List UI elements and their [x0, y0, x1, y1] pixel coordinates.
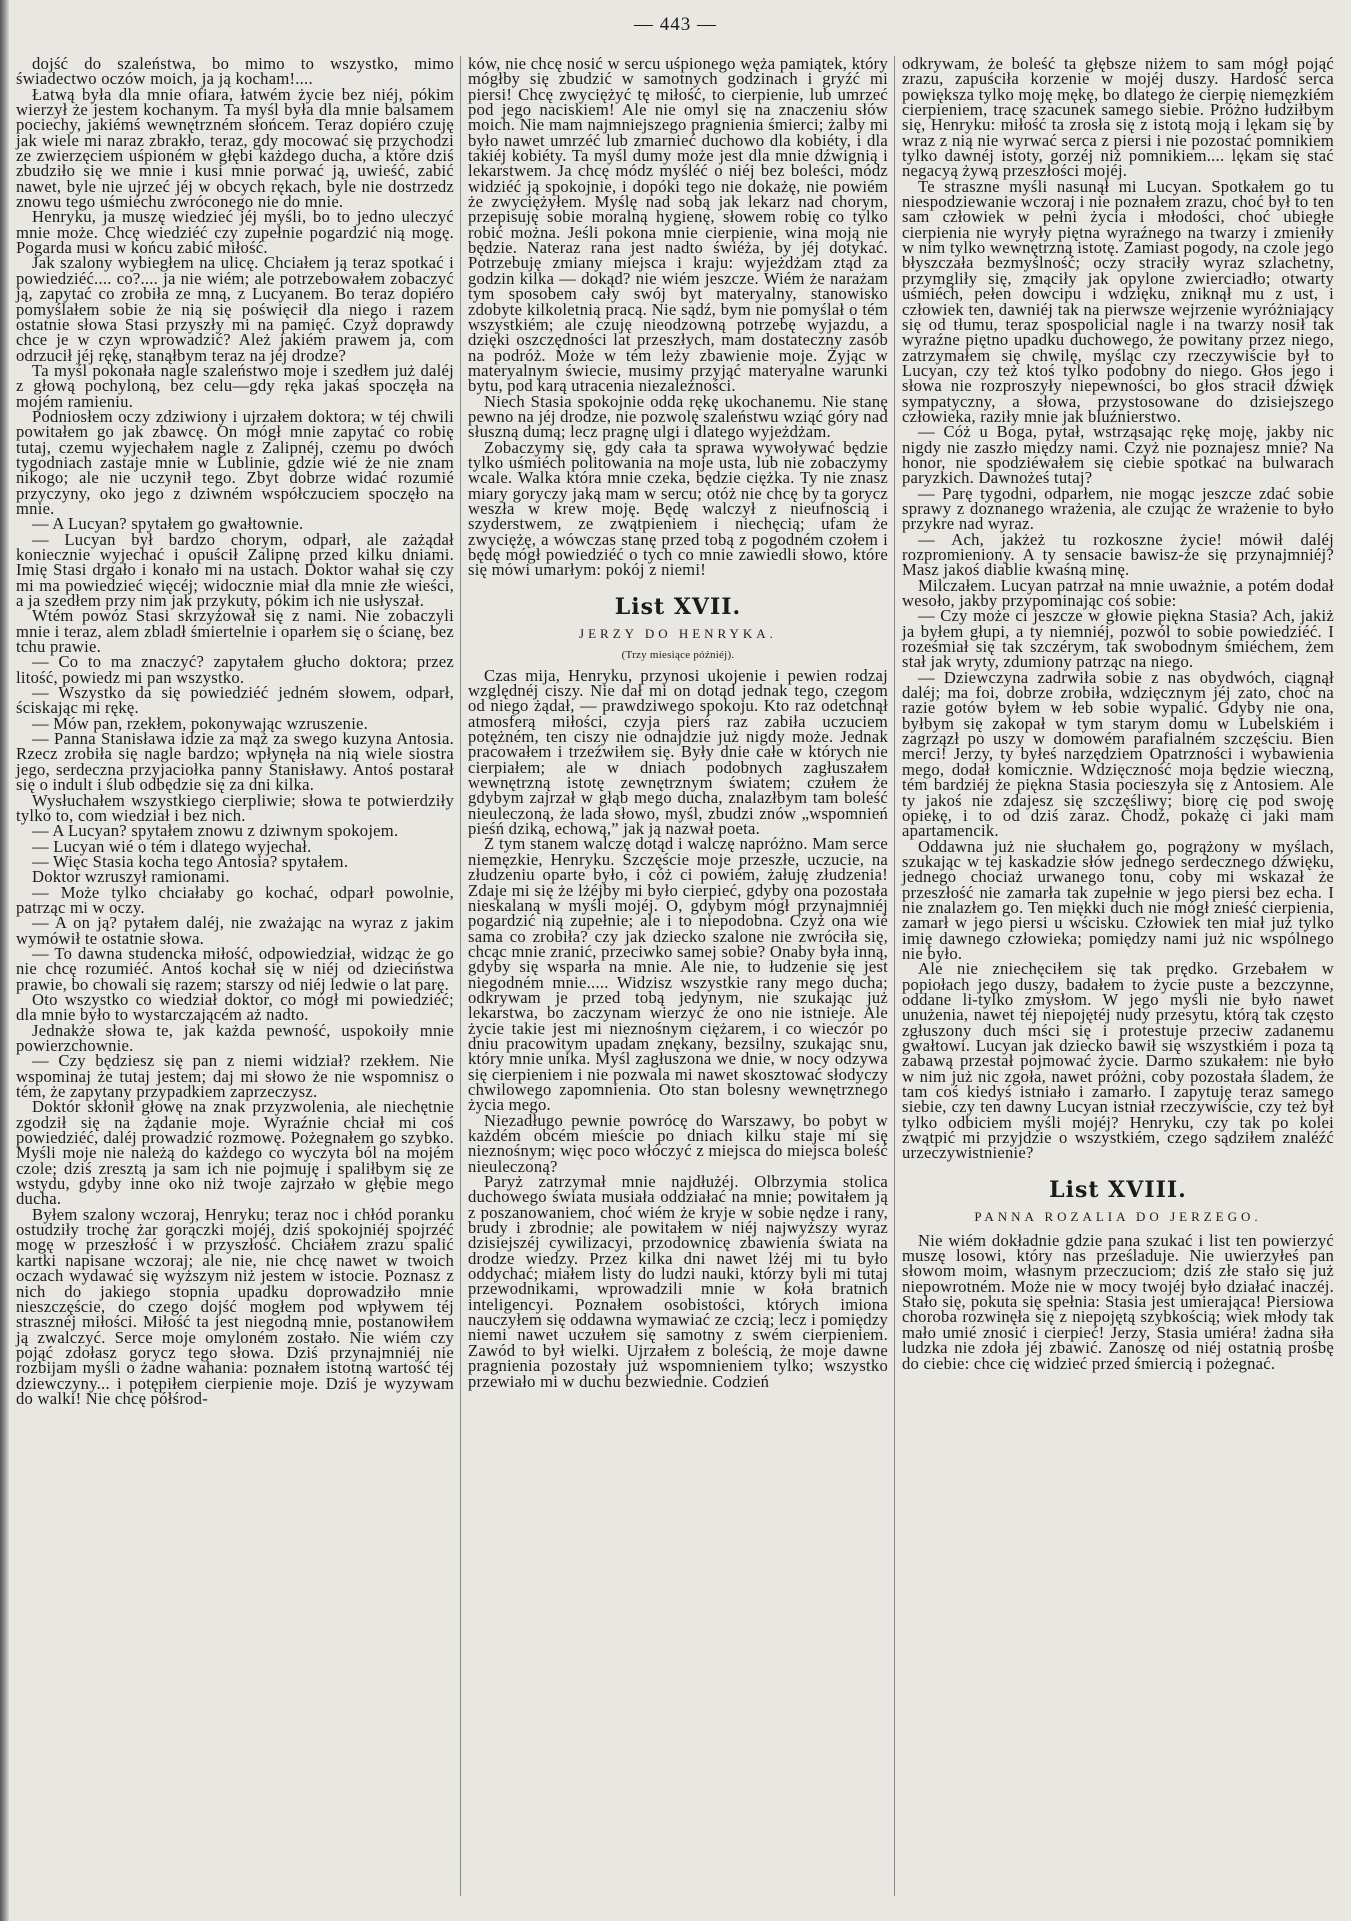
- paragraph: Oddawna już nie słuchałem go, pogrążony w myślach, szukając w tej kaskadzie słów jednego serdecznego dźwięku, jednego chociaż urwanego tonu, coby mi wskazał że przeszłość nie zamarła tak zupełnie w jego piersi bez echa. I nie znalazłem go. Ten miękki duch nie mógł znieść cierpienia, zamarł w jego piersi u wścisku. Człowiek ten miał już tylko imię dawnego człowieka; pomiędzy nami już nic wspólnego nie było.: [902, 836, 1334, 963]
- paragraph: odkrywam, że boleść ta głębsze niżem to sam mógł pojąć zrazu, zapuściła korzenie w mojéj duszy. Hardość serca powiększa tylko moję mękę, bo dlatego że cierpię niemęzkiém cierpieniem, tracę szacunek samego siebie. Próżno łudziłbym się, Henryku: miłość ta zrosła się z istotą moją i lękam się by wraz z nią nie wyrwać serca z piersi i nie pozostać pomnikiem tylko dawnéj istoty, gorzéj niż pomnikiem.... lękam się stać negacyą żywą przeszłości mojéj.: [902, 54, 1334, 181]
- paragraph: Wysłuchałem wszystkiego cierpliwie; słowa te potwierdziły tylko to, com wiedział i bez nich.: [16, 790, 454, 825]
- paragraph: dojść do szaleństwa, bo mimo to wszystko, mimo świadectwo oczów moich, ja ją kocham!....: [16, 54, 454, 89]
- paragraph: — Dziewczyna zadrwiła sobie z nas obydwóch, ciągnął daléj; ma foi, dobrze zrobiła, wdzięcznym jéj zato, choć na razie gotów byłem w łeb sobie wypalić. Gdyby nie ona, byłbym się zakopał w tym starym domu w Lubelskiém i zagrzązł po uszy w domowém parafialném szczęściu. Bien merci! Jerzy, ty byłeś narzędziem Opatrzności i wybawienia mego, dodał komicznie. Wdzięczność moja będzie wieczną, tém bardziéj że piękna Stasia pocieszyła się z Antosiem. Ale ty jakoś nie zdajesz się szczęśliwy; biorę cię pod swoję opiekę, i to od dziś zaraz. Chodź, pokażę ci jaki mam apartamencik.: [902, 667, 1334, 841]
- column-divider: [460, 56, 461, 1896]
- paragraph: Byłem szalony wczoraj, Henryku; teraz noc i chłód poranku ostudziły trochę żar gorączki mojéj, dziś spokojniéj spojrzéć mogę w przeszłość i w przyszłość. Chciałem zrazu spalić kartki napisane wczoraj; ale nie, nie chcę nawet w twoich oczach wydawać się wyższym niż jestem w istocie. Poznasz z nich do jakiego stopnia upadku doprowadziło mnie nieszczęście, do czego dojść mogłem pod wpływem téj strasznéj miłości. Miłość ta jest niegodną mnie, postanowiłem ją zwalczyć. Serce moje omyloném zostało. Nie wiém czy pojąć zdołasz gorycz tego słowa. Dziś przynajmniéj nie rozbijam myśli o żadne wahania: poznałem istotną wartość téj dziewczyny... i potępiłem cierpienie moje. Dziś je wyzywam do walki! Nie chcę półśrod-: [16, 1204, 454, 1408]
- paragraph: Wtém powóz Stasi skrzyżował się z nami. Nie zobaczyli mnie i teraz, alem zbladł śmiertelnie i oparłem się o ścianę, bez tchu prawie.: [16, 606, 454, 657]
- paragraph: Milczałem. Lucyan patrzał na mnie uważnie, a potém dodał wesoło, jakby przypominając coś sobie:: [902, 575, 1334, 611]
- letter-addressee: PANNA ROZALIA DO JERZEGO.: [974, 1208, 1262, 1224]
- paragraph: Niezadługo pewnie powrócę do Warszawy, bo pobyt w każdém obcém mieście po dniach kilku staje mi się nieznośnym; więc poco włóczyć z miejsca do miejsca boleść nieuleczoną?: [468, 1110, 888, 1176]
- paragraph: Podniosłem oczy zdziwiony i ujrzałem doktora; w téj chwili powitałem go jak zbawcę. On mógł mnie zapytać co robię tutaj, czemu wyjechałem nagle z Zalipnéj, czemu po dwóch tygodniach zastaje mnie w Lublinie, gdzie wié że nie znam nikogo; ale nie uczynił tego. Zbyt dobrze widać rozumié przyczyny, oko jego z dziwném współczuciem spoczęło na mnie.: [16, 406, 454, 518]
- paragraph: Jednakże słowa te, jak każda pewność, uspokoiły mnie powierzchownie.: [16, 1020, 454, 1055]
- paragraph: — Ach, jakżeż tu rozkoszne życie! mówił daléj rozpromieniony. A ty sensacie bawisz-że się przynajmniéj? Masz jakoś diablie kwaśną minę.: [902, 529, 1334, 580]
- paragraph: — A Lucyan? spytałem znowu z dziwnym spokojem.: [32, 821, 399, 841]
- paragraph: — Czy może ci jeszcze w głowie piękna Stasia? Ach, jakiż ja byłem głupi, a ty niemniéj, pozwól to sobie powiedziéć. I roześmiał się tak szczérym, tak swobodnym śmiéchem, żem stał jak wryty, zdumiony patrząc na niego.: [902, 606, 1334, 672]
- letter-heading: [902, 1175, 1334, 1229]
- letter-title: List XVII.: [614, 593, 742, 620]
- page-number: — 443 —: [634, 14, 717, 35]
- paragraph: — Może tylko chciałaby go kochać, odparł powolnie, patrząc mi w oczy.: [16, 882, 454, 917]
- text-column-1: [16, 56, 454, 1406]
- text-column-3: [902, 56, 1334, 1371]
- paragraph: — Więc Stasia kocha tego Antosia? spytałem.: [32, 851, 349, 871]
- paragraph: — Parę tygodni, odparłem, nie mogąc jeszcze zdać sobie sprawy z doznanego wrażenia, ale czując że wrażenie to było przykre nad wyraz.: [902, 483, 1334, 534]
- paragraph: Paryż zatrzymał mnie najdłużéj. Olbrzymia stolica duchowego świata musiała oddziałać na mnie; powitałem ją z poszanowaniem, choć wiém że kryje w sobie nędze i rany, brudy i zbrodnie; ale powitałem w niéj najwyższy wyraz dzisiejszéj cywilizacyi, przodownicę zbawienia świata na drodze wiedzy. Przez kilka dni nawet lżéj mi tu było oddychać; miałem listy do ludzi nauki, którzy byli mi tutaj przewodnikami, wprowadzili mnie w koła bratnich inteligencyi. Poznałem osobistości, których imiona nauczyłem się oddawna wymawiać ze czcią; lecz i pomiędzy niemi nawet uczułem się samotny z swém cierpieniem. Zawód to był wielki. Ujrzałem z boleścią, że moje dawne pragnienia pozostały już wspomnieniem tylko; wszystko przewiało mi w duchu bezwiednie. Codzień: [468, 1172, 888, 1391]
- paragraph: Łatwą była dla mnie ofiara, łatwém życie bez niéj, pókim wierzył że jestem kochanym. Ta myśl była dla mnie balsamem pociechy, jakiémś wewnętrzném słońcem. Teraz dopiéro czuję jak wiele mi naraz zbrakło, teraz, gdy mocować się przychodzi ze zwierzęciem uśpioném w głębi każdego ducha, a które dziś zbudziło się we mnie i kusi mnie porwać ją, uwieść, zabić nawet, byle nie ujrzeć jéj w obcych rękach, byle nie dostrzedz znowu tego uśmiéchu zwróconego nie do mnie.: [16, 84, 454, 212]
- paragraph: — Lucyan był bardzo chorym, odparł, ale zażądał koniecznie wyjechać i opuścił Zalipnę przed kilku dniami. Imię Stasi drgało i konało mi na ustach. Doktor wahał się czy mi ma powiedzieć więcéj; widocznie miał dla mnie złe wieści, a ja szedłem przy nim jak przykuty, pókim ich nie usłyszał.: [16, 529, 454, 611]
- adjacent-page-edge: [0, 0, 9, 1921]
- paragraph: ków, nie chcę nosić w sercu uśpionego węża pamiątek, który mógłby się zbudzić w samotnych godzinach i gryźć mi piersi! Chcę zwyciężyć tę miłość, to cierpienie, lub umrzeć pod jego naciskiem! Ale nie omyl się na znaczeniu słów moich. Nie mam najmniejszego pragnienia śmierci; żalby mi było nawet umrzéć lub zmarnieć duchowo dla kobiéty, i dla takiéj kobiéty. Ta myśl dumy może jest dla mnie dźwignią i lekarstwem. Ja chcę módz myśléć o niéj bez boleści, módz widziéć ją spokojnie, i dopóki tego nie dokażę, nie powiém że zwyciężyłem. Myślę nad sobą jak lekarz nad chorym, przepisuję sobie moralną hygienę, słowem robię co tylko robić można. Jeśli pokona mnie cierpienie, wina moją nie będzie. Nateraz rana jest nadto świéża, by jéj dotykać. Potrzebuję zmiany miejsca i kraju: wyjeżdżam ztąd za godzin kilka — dokąd? nie wiém jeszcze. Wiém że narażam tym sposobem cały swój byt materyalny, stanowisko zdobyte kilkoletnią pracą. Nie sądź, bym nie pomyślał o tém wszystkiém; ale czuję nieodzowną potrzebę wyjazdu, a dzięki oszczędności lat przeszłych, mam dostateczny zasób na podróż. Może w tém leży zbawienie moje. Żyjąc w materyalnym świecie, musimy przyjąć materyalne warunki bytu, pod karą utracenia niezależności.: [468, 54, 888, 396]
- paragraph: — Czy będziesz się pan z niemi widział? rzekłem. Nie wspominaj że tutaj jestem; daj mi słowo że nie wspomnisz o tém, że zapytany przypadkiem zaprzeczysz.: [16, 1051, 454, 1102]
- paragraph: Jak szalony wybiegłem na ulicę. Chciałem ją teraz spotkać i powiedziéć.... co?.... ja nie wiém; ale potrzebowałem zobaczyć ją, zapytać co zrobiła ze mną, z Lucyanem. Bo teraz dopiéro pomyślałem sobie że nią się poświęcił dla niego i razem ostatnie słowa Stasi przyszły mi na pamięć. Czyż doprawdy chce je w czyn wprowadzić? Ależ jakiém prawem ja, com odrzucił jéj rękę, stanąłbym teraz na jéj drodze?: [16, 253, 454, 365]
- letter-addressee: JERZY DO HENRYKA.: [579, 625, 777, 641]
- paragraph: Doktór skłonił głowę na znak przyzwolenia, ale niechętnie zgodził się na żądanie moje. Wyraźnie chciał mi coś powiedziéć, daléj prowadzić rozmowę. Pożegnałem go szybko. Myśli moje nie należą do każdego co wyczyta ból na mojém czole; dziś zresztą ja sam ich nie pojmuję i spaliłbym się ze wstydu, gdyby inne oko niż twoje zajrzało w głębie mego ducha.: [16, 1097, 454, 1209]
- paragraph: Nie wiém dokładnie gdzie pana szukać i list ten powierzyć muszę losowi, który nas prześladuje. Nie uwierzyłeś pan słowom moim, własnym przeczuciom; dziś złe stało się już niepowrotném. Może nie w mocy twojéj było działać inaczéj. Stało się, pokuta się spełnia: Stasia jest umierająca! Piersiowa choroba rozwinęła się z niepojętą szybkością; wiek młody tak mało umié znosić i cierpieć! Jerzy, Stasia umiéra! żadna siła ludzka nie zdoła jéj zbawić. Zanoszę od niéj ostatnią prośbę do ciebie: chce cię widzieć przed śmiercią i pożegnać.: [902, 1230, 1334, 1373]
- paragraph: — Cóż u Boga, pytał, wstrząsając rękę moję, jakby nic nigdy nie zaszło między nami. Czyż nie poznajesz mnie? Na honor, nie spodziéwałem się ciebie spotkać na bulwarach paryzkich. Dawnożeś tutaj?: [902, 422, 1334, 488]
- paragraph: Ale nie zniechęciłem się tak prędko. Grzebałem w popiołach jego duszy, badałem to życie puste a bezczynne, oddane li-tylko zmysłom. W jego myśli nie było nawet unużenia, nawet téj niepojętéj nudy przesytu, którą tak często zgłuszony duch mści się i protestuje przeciw zadanemu gwałtowi. Lucyan jak dziecko bawił się wszystkiém i poza tą zabawą przestał pojmować życie. Darmo szukałem: nie było w nim już nic zgoła, nawet próżni, coby pozostała śladem, że tam coś kiedyś istniało i zamarło. I zapytuję teraz samego siebie, czy ten dawny Lucyan istniał rzeczywiście, czy też był tylko odbiciem myśli mojéj? Henryku, czy tak po kolei zwątpić mi przyjdzie o wszystkiém, czego sądziłem znaléźć urzeczywistnienie?: [902, 959, 1334, 1163]
- letter-date-note: (Trzy miesiące późniéj).: [621, 648, 735, 661]
- paragraph: Te straszne myśli nasunął mi Lucyan. Spotkałem go tu niespodziewanie wczoraj i nie poznałem zrazu, choć był to ten sam człowiek w pełni życia i młodości, choć ubiegłe cierpienia nie wyryły piętna wyraźnego na twarzy i zmieniły w nim tylko wewnętrzną istotę. Zamiast pogody, na czole jego błyszczała bezmyślność; oczy straciły wyraz szlachetny, przymgliły się, zmąciły jak opylone zwierciadło; otwarty uśmiéch, pełen dowcipu i wdzięku, zniknął mu z ust, i człowiek ten, dawniéj tak na pierwsze wejrzenie wyróżniający się od tłumu, teraz spospolicial nagle i na twarzy nosił tak wyraźne piętno upadku duchowego, że powitany przez niego, zatrzymałem się chwilę, myśląc czy rzeczywiście był to Lucyan, czy też ktoś tylko podobny do niego. Głos jego i słowa nie rozproszyły niepewności, bo głos stracił dźwięk sympatyczny, a słowa, przystosowane do dzisiejszego człowieka, raziły mnie jak bluźnierstwo.: [902, 176, 1334, 426]
- paragraph: — Co to ma znaczyć? zapytałem głucho doktora; przez litość, powiedz mi pan wszystko.: [16, 652, 454, 687]
- paragraph: — Wszystko da się powiedziéć jedném słowem, odparł, ściskając mi rękę.: [16, 683, 454, 718]
- paragraph: Zobaczymy się, gdy cała ta sprawa wywoływać będzie tylko uśmiéch politowania na moje usta, lub nie zobaczymy wcale. Walka która mnie czeka, będzie ciężka. Ty nie znasz miary goryczy jaką mam w sercu; otóż nie chcę by ta gorycz weszła w krew moję. Będę walczył z nieufnością i szyderstwem, ze zwątpieniem i niechęcią; ufam że zwyciężę, a wówczas stanę przed tobą z pogodném czołem i będę mógł powiedziéć o tych co mnie zawiedli słowo, które się mówi umarłym: pokój z niemi!: [468, 437, 888, 580]
- paragraph: Ta myśl pokonała nagle szaleństwo moje i szedłem już daléj z głową pochyloną, bez celu—gdy ręka jakaś spoczęła na mojém ramieniu.: [16, 360, 454, 411]
- column-divider: [894, 56, 895, 1896]
- paragraph: Oto wszystko co wiedział doktor, co mógł mi powiedziéć; dla mnie było to wystarczającém aż nadto.: [16, 989, 454, 1025]
- letter-title: List XVIII.: [1049, 1176, 1187, 1203]
- paragraph: Henryku, ja muszę wiedzieć jéj myśli, bo to jedno uleczyć mnie może. Chcę wiedziéć czy zupełnie pogardzić nią mogę. Pogarda musi w końcu zabić miłość.: [16, 207, 454, 258]
- paragraph: — Mów pan, rzekłem, pokonywając wzruszenie.: [32, 713, 369, 733]
- paragraph: Czas mija, Henryku, przynosi ukojenie i pewien rodzaj względnéj ciszy. Nie dał mi on dotąd jednak tego, czegom od niego żądał, — prawdziwego spokoju. Kto raz odetchnął atmosferą miłości, czyja pierś raz zabiła uczuciem potężném, ten ciszy nie odnajdzie już nigdy może. Jednak pracowałem i trzeźwiłem się. Były dnie całe w których nie cierpiałem; ale w dniach podobnych zagłuszałem wewnętrzną istotę zewnętrznym światem; czułem że gdybym zajrzał w głąb mego ducha, znalazłbym tam boleść nieuleczoną, że lada słowo, myśl, zbudzi znów „wspomnień pieśń dziką, echową,” jak ją nazwał poeta.: [468, 665, 888, 839]
- paragraph: — Lucyan wié o tém i dlatego wyjechał.: [32, 836, 312, 856]
- text-column-2: [468, 56, 888, 1389]
- paragraph: — Panna Stanisława idzie za mąż za swego kuzyna Antosia. Rzecz zrobiła się nagle bardzo; wpłynęła na nią wiele siostra jego, serdeczna przyjaciołka panny Stanisławy. Antoś postarał się o indult i ślub odbędzie się za dni kilka.: [16, 729, 454, 795]
- paragraph: — A Lucyan? spytałem go gwałtownie.: [32, 514, 304, 534]
- paragraph: Z tym stanem walczę dotąd i walczę napróżno. Mam serce niemęzkie, Henryku. Szczęście moje przeszłe, uczucie, na złudzeniu oparte było, i cóż ci powiém, żałuję złudzenia! Zdaje mi się że lżéjby mi było cierpieć, gdyby ona pozostała nieskalaną w myśli mojéj. O, gdybym mógł przynajmniéj pogardzić nią zupełnie; ale i to niepodobna. Czyż ona wié sama co zrobiła? czy jak dziecko szalone nie zwróciła się, chcąc mnie zranić, przeciwko samej sobie? Onaby była inną, gdyby się wsparła na mnie. Ale nie, to łudzenie się jest niegodném mnie..... Widzisz wszystkie rany mego ducha; odkrywam je przed tobą jedynym, nie szukając już lekarstwa, bo zaczynam wierzyć że ono nie istnieje. Ale życie takie jest mi nieznośnym ciężarem, i co wieczór po dniu pracowitym upadam znękany, bezsilny, szukając snu, który mnie unika. Myśl zagłuszona we dnie, w nocy odzywa się cierpieniem i nie pozwala mi nawet skosztować słodyczy chwilowego zapomnienia. Oto stan bolesny wewnętrznego życia mego.: [468, 834, 888, 1115]
- paragraph: — A on ją? pytałem daléj, nie zważając na wyraz z jakim wymówił te ostatnie słowa.: [16, 913, 454, 948]
- letter-heading: [468, 592, 888, 664]
- paragraph: — To dawna studencka miłość, odpowiedział, widząc że go nie chcę rozumiéć. Antoś kochał się w niéj od dzieciństwa prawie, bo chowali się razem; starszy od niéj ledwie o lat parę.: [16, 943, 454, 994]
- paragraph: Doktor wzruszył ramionami.: [32, 867, 230, 887]
- paragraph: Niech Stasia spokojnie odda rękę ukochanemu. Nie stanę pewno na jéj drodze, nie pozwolę szaleństwu wziąć góry nad słuszną dumą; lecz pragnę ulgi i dlatego wyjeżdżam.: [468, 391, 888, 442]
